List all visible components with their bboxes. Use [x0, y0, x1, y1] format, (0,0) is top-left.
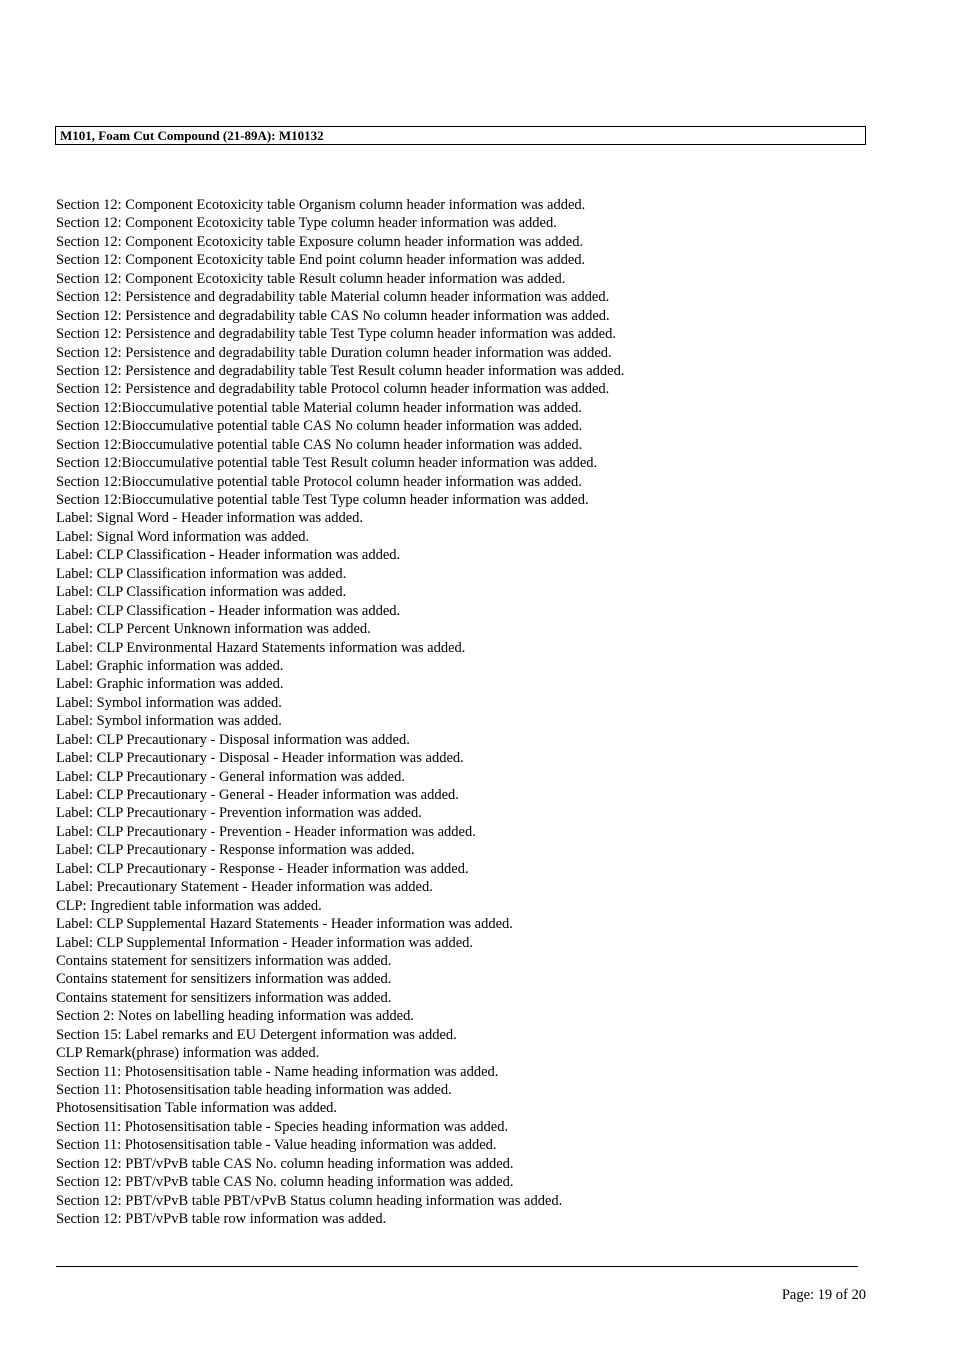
revision-line: Section 12: Persistence and degradability table CAS No column header information was added. [56, 307, 610, 324]
revision-line: Section 12: Persistence and degradability table Duration column header information was added. [56, 344, 612, 361]
revision-line: Label: CLP Classification information was added. [56, 565, 347, 582]
revision-line: Label: CLP Precautionary - Response - Header information was added. [56, 860, 469, 877]
revision-line: Section 11: Photosensitisation table heading information was added. [56, 1082, 452, 1098]
revision-line: Section 12: Persistence and degradability table Test Type column header information was added. [56, 326, 616, 343]
document-title: M101, Foam Cut Compound (21-89A): M10132 [60, 128, 324, 143]
revision-line: Contains statement for sensitizers information was added. [56, 952, 392, 969]
revision-line: Section 11: Photosensitisation table - Value heading information was added. [56, 1137, 497, 1154]
revision-line: Section 12: PBT/vPvB table row information was added. [56, 1211, 387, 1228]
revision-line: Label: CLP Supplemental Hazard Statements - Header information was added. [56, 916, 513, 933]
revision-line: Label: CLP Precautionary - General information was added. [56, 768, 405, 785]
page-number: Page: 19 of 20 [781, 1287, 866, 1303]
revision-line: Section 2: Notes on labelling heading information was added. [56, 1008, 414, 1025]
revision-line: Label: CLP Precautionary - General - Header information was added. [56, 787, 459, 803]
revision-line: Label: Signal Word - Header information was added. [56, 510, 363, 527]
revision-line: Section 12: Persistence and degradability table Test Result column header information was added. [56, 362, 625, 379]
revision-line: Section 12: Component Ecotoxicity table Organism column header information was added. [56, 197, 586, 213]
revision-line: Section 11: Photosensitisation table - Name heading information was added. [56, 1063, 499, 1080]
revision-line: Label: CLP Precautionary - Response information was added. [56, 842, 415, 859]
revision-line: Section 12: Component Ecotoxicity table Type column header information was added. [56, 215, 557, 232]
revision-line: Label: CLP Precautionary - Disposal - Header information was added. [56, 750, 464, 767]
revision-line: Section 12:Bioccumulative potential table Test Type column header information was added. [56, 492, 589, 508]
revision-list [56, 196, 625, 1229]
revision-line: Label: Signal Word information was added. [56, 528, 310, 545]
footer-divider [56, 1266, 858, 1267]
revision-line: Section 12: Component Ecotoxicity table Exposure column header information was added. [56, 233, 584, 250]
revision-line: Label: CLP Precautionary - Disposal information was added. [56, 731, 410, 748]
revision-line: Section 12:Bioccumulative potential table Protocol column header information was added. [56, 473, 582, 490]
revision-line: Contains statement for sensitizers information was added. [56, 971, 392, 988]
revision-line: Section 12: Component Ecotoxicity table Result column header information was added. [56, 270, 566, 287]
revision-line: Label: Graphic information was added. [56, 676, 284, 693]
revision-line: Section 12:Bioccumulative potential table CAS No column header information was added. [56, 418, 583, 435]
revision-line: Label: CLP Percent Unknown information was added. [56, 621, 371, 638]
revision-line: Section 12:Bioccumulative potential table Test Result column header information was added. [56, 455, 598, 472]
revision-line: Label: Symbol information was added. [56, 694, 282, 711]
revision-line: Label: CLP Classification - Header information was added. [56, 547, 401, 564]
revision-line: Photosensitisation Table information was added. [56, 1100, 338, 1117]
revision-line: Section 15: Label remarks and EU Detergent information was added. [56, 1026, 457, 1043]
revision-line: Section 12: Component Ecotoxicity table End point column header information was added. [56, 252, 586, 269]
revision-line: CLP Remark(phrase) information was added. [56, 1045, 320, 1062]
revision-line: Section 12:Bioccumulative potential table CAS No column header information was added. [56, 436, 583, 453]
revision-line: Label: CLP Precautionary - Prevention - Header information was added. [56, 823, 476, 840]
revision-line: Section 11: Photosensitisation table - Species heading information was added. [56, 1118, 509, 1135]
revision-line: Section 12: PBT/vPvB table CAS No. column heading information was added. [56, 1155, 514, 1172]
revision-line: Label: Precautionary Statement - Header information was added. [56, 879, 433, 896]
revision-line: Section 12: PBT/vPvB table PBT/vPvB Status column heading information was added. [56, 1192, 563, 1209]
revision-line: Section 12:Bioccumulative potential table Material column header information was added. [56, 399, 582, 416]
revision-line: Label: Graphic information was added. [56, 657, 284, 674]
revision-line: CLP: Ingredient table information was added. [56, 897, 322, 914]
revision-line: Label: Symbol information was added. [56, 713, 282, 730]
revision-line: Label: CLP Environmental Hazard Statements information was added. [56, 639, 466, 656]
revision-line: Label: CLP Classification - Header information was added. [56, 602, 401, 619]
revision-line: Contains statement for sensitizers information was added. [56, 989, 392, 1006]
revision-line: Section 12: PBT/vPvB table CAS No. column heading information was added. [56, 1174, 514, 1191]
revision-line: Label: CLP Classification information was added. [56, 584, 347, 601]
revision-line: Label: CLP Supplemental Information - Header information was added. [56, 934, 474, 951]
revision-line: Section 12: Persistence and degradability table Material column header information was added. [56, 289, 610, 306]
revision-line: Label: CLP Precautionary - Prevention information was added. [56, 805, 422, 822]
revision-line: Section 12: Persistence and degradability table Protocol column header information was added. [56, 381, 610, 398]
document-header [55, 126, 866, 145]
